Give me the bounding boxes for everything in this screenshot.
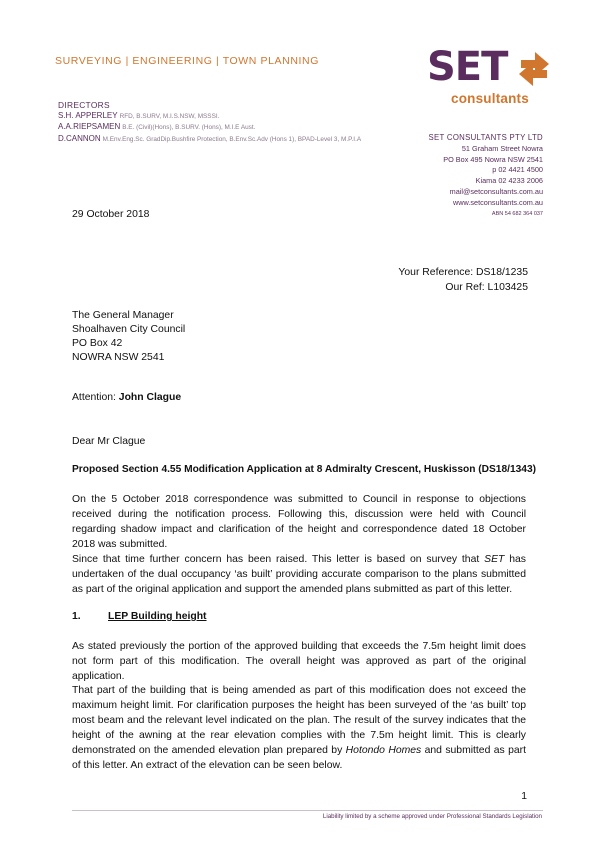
- director-row: A.A.RIEPSAMEN B.E. (Civil)(Hons), B.SURV. (Hons), M.I.E Aust.: [58, 122, 256, 132]
- section-title: LEP Building height: [108, 611, 207, 622]
- logo-wordmark: SET: [427, 44, 508, 90]
- recipient-line: PO Box 42: [72, 337, 123, 349]
- paragraph-3: As stated previously the portion of the approved building that exceeds the 7.5m height limit does not form part of this modification. The overall height was approved as part of the original application.: [72, 641, 526, 683]
- recipient-line: NOWRA NSW 2541: [72, 351, 165, 363]
- double-arrow-icon: [515, 48, 553, 90]
- section-number: 1.: [72, 611, 81, 622]
- your-reference: Your Reference: DS18/1235: [398, 267, 528, 278]
- directors-heading: DIRECTORS: [58, 100, 110, 110]
- company-kiama-phone: Kiama 02 4233 2006: [475, 176, 543, 186]
- director-row: S.H. APPERLEY RFD, B.SURV, M.I.S.NSW, MSSSI.: [58, 110, 220, 120]
- attention-line: [72, 392, 181, 403]
- subject-line: Proposed Section 4.55 Modification Application at 8 Admiralty Crescent, Huskisson (DS18/1343): [72, 464, 537, 475]
- section-heading: [72, 611, 207, 622]
- company-address: 51 Graham Street Nowra: [461, 143, 543, 153]
- page-number: 1: [521, 791, 527, 802]
- letterhead-tagline: SURVEYING | ENGINEERING | TOWN PLANNING: [55, 55, 319, 67]
- paragraph-2: Since that time further concern has been raised. This letter is based on survey that SET has undertaken of the dual occupancy ‘as built’ providing accurate comparison to the plans submitted as part of the original application and support the amended plans submitted as part of this letter.: [72, 554, 526, 596]
- salutation: Dear Mr Clague: [72, 436, 146, 447]
- our-reference: Our Ref: L103425: [445, 281, 528, 293]
- hotondo-homes-emphasis: Hotondo Homes: [345, 745, 422, 757]
- director-row: D.CANNON M.Env.Eng.Sc. GradDip.Bushfire Protection, B.Env.Sc.Adv (Hons 1), BPAD-Level 3, M.P.I.A: [58, 133, 362, 143]
- recipient-line: Shoalhaven City Council: [72, 323, 186, 335]
- logo-subtext: consultants: [451, 91, 529, 106]
- reference-block: [398, 266, 528, 295]
- directors-block: [58, 100, 361, 145]
- liability-statement: Liability limited by a scheme approved under Professional Standards Legislation: [322, 813, 542, 820]
- recipient-line: The General Manager: [72, 310, 174, 321]
- company-email: mail@setconsultants.com.au: [449, 186, 543, 196]
- recipient-address: [72, 309, 185, 365]
- company-phone: p 02 4421 4500: [492, 165, 543, 175]
- paragraph-4: That part of the building that is being amended as part of this modification does not exceed the maximum height limit. For clarification purposes the height has been surveyed of the ‘as built’ top most beam and the relevant level indicated on the plan. The result of the survey indicates that the height of the awning at the rear elevation complies with the 7.5m height limit. This is clearly demonstrated on the amended elevation plan prepared by Hotondo Homes and submitted as part of this letter. An extract of the elevation can be seen below.: [72, 685, 526, 772]
- company-website: www.setconsultants.com.au: [452, 197, 543, 207]
- attention-label: Attention:: [72, 392, 116, 403]
- letter-date: 29 October 2018: [72, 209, 150, 220]
- company-contact-block: [429, 133, 544, 219]
- attention-name: John Clague: [118, 392, 182, 403]
- company-po-box: PO Box 495 Nowra NSW 2541: [443, 154, 543, 164]
- paragraph-1: On the 5 October 2018 correspondence was submitted to Council in response to objections received during the notification process. Following this, discussion were held with Council regarding shadow impact and clarification of the height and correspondence dated 18 October 2018 was submitted.: [72, 494, 526, 551]
- set-consultants-logo: [427, 44, 557, 114]
- set-emphasis: SET: [484, 554, 505, 565]
- footer-divider: [72, 810, 543, 811]
- company-abn: ABN 54 682 364 037: [491, 210, 543, 217]
- company-name: SET CONSULTANTS PTY LTD: [428, 133, 543, 142]
